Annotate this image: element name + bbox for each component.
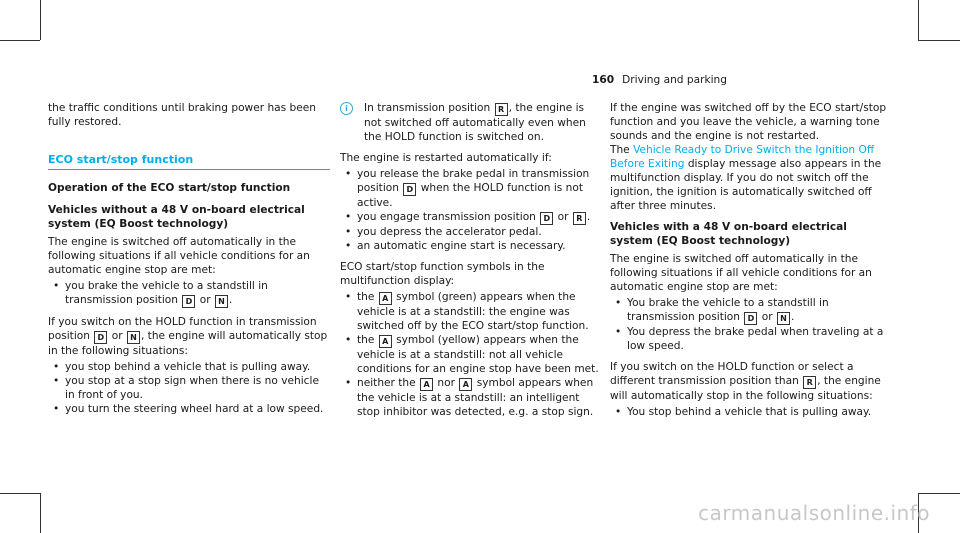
operation-heading: Operation of the ECO start/stop function: [48, 182, 291, 194]
list-item: • you engage transmission position D or R .: [340, 210, 600, 225]
column-left: [48, 101, 330, 423]
list-item: • you release the brake pedal in transmission position D when the HOLD function is not active.: [340, 167, 600, 210]
display-message-link[interactable]: Vehicle Ready to Drive Switch the Ignition Off Before Exiting: [610, 144, 875, 170]
list-item: • an automatic engine start is necessary.: [340, 239, 600, 253]
eco-start-stop-icon: A: [379, 335, 392, 348]
list-item: • You stop behind a vehicle that is pulling away.: [610, 405, 892, 419]
switch-off-text: The engine is switched off automatically in the following situations if all vehicle conditions for an automatic engine stop are met:: [610, 253, 872, 293]
switch-off-list: [48, 279, 330, 308]
vehicles-with-heading: Vehicles with a 48 V on-board electrical system (EQ Boost technology): [610, 221, 847, 247]
info-icon: i: [340, 102, 353, 115]
key-d-icon: D: [403, 183, 416, 196]
symbols-intro: ECO start/stop function symbols in the multifunction display:: [340, 261, 545, 287]
crop-mark: [40, 0, 41, 40]
crop-mark: [918, 493, 960, 494]
key-d-icon: D: [182, 295, 195, 308]
column-right: [610, 101, 892, 426]
list-item: • you brake the vehicle to a standstill in transmission position D or N .: [48, 279, 330, 308]
switch-off-list: [610, 296, 892, 353]
key-d-icon: D: [94, 331, 107, 344]
key-n-icon: N: [777, 312, 790, 325]
vehicles-without-heading: Vehicles without a 48 V on-board electrical system (EQ Boost technology): [48, 204, 305, 230]
watermark-text: carmanualsonline.info: [698, 501, 930, 525]
eco-start-stop-icon: A: [379, 292, 392, 305]
hold-paragraph: If you switch on the HOLD function in transmission position D or N , the engine will automatically stop in the following situations:: [48, 316, 328, 357]
hold-list: [48, 360, 330, 416]
list-item: • You depress the brake pedal when traveling at a low speed.: [610, 325, 892, 353]
list-item: • neither the A nor A symbol appears when the vehicle is at a standstill: an intelligent stop inhibitor was detected, e.g. a stop sign.: [340, 376, 600, 419]
column-middle: [340, 101, 600, 426]
list-item: • the A symbol (green) appears when the vehicle is at a standstill: the engine was switched off by the ECO start/stop function.: [340, 290, 600, 333]
key-n-icon: N: [215, 295, 228, 308]
list-item: • you stop behind a vehicle that is pulling away.: [48, 360, 330, 374]
key-r-icon: R: [803, 376, 816, 389]
list-item: • You brake the vehicle to a standstill in transmission position D or N .: [610, 296, 892, 325]
intro-text: the traffic conditions until braking power has been fully restored.: [48, 102, 317, 128]
eco-start-stop-icon: A: [459, 378, 472, 391]
key-n-icon: N: [127, 331, 140, 344]
crop-mark: [918, 0, 919, 40]
page-number: 160: [592, 74, 615, 86]
list-item: • you turn the steering wheel hard at a low speed.: [48, 402, 330, 416]
symbols-list: [340, 290, 600, 419]
list-item: • you stop at a stop sign when there is no vehicle in front of you.: [48, 374, 330, 402]
list-item: • you depress the accelerator pedal.: [340, 225, 600, 239]
list-item: • the A symbol (yellow) appears when the vehicle is at a standstill: not all vehicle conditions for an engine stop have been met.: [340, 333, 600, 376]
key-r-icon: R: [573, 212, 586, 225]
section-title: ECO start/stop function: [48, 153, 330, 170]
restart-list: [340, 167, 600, 253]
info-note: i In transmission position R , the engine is not switched off automatically even when the HOLD function is switched on.: [340, 101, 600, 144]
hold-paragraph: If you switch on the HOLD function or select a different transmission position than R , the engine will automatically stop in the following situations:: [610, 361, 881, 402]
warning-tone-text: If the engine was switched off by the ECO start/stop function and you leave the vehicle, a warning tone sounds and the engine is not restarted.: [610, 102, 887, 142]
crop-mark: [40, 493, 41, 533]
chapter-title: Driving and parking: [622, 74, 727, 86]
key-d-icon: D: [540, 212, 553, 225]
crop-mark: [918, 40, 960, 41]
crop-mark: [0, 40, 40, 41]
eco-start-stop-icon: A: [420, 378, 433, 391]
restart-intro: The engine is restarted automatically if:: [340, 152, 552, 164]
page-header: [592, 73, 727, 87]
switch-off-text: The engine is switched off automatically in the following situations if all vehicle conditions for an automatic engine stop are met:: [48, 236, 310, 276]
hold-list: [610, 405, 892, 419]
key-d-icon: D: [744, 312, 757, 325]
key-r-icon: R: [495, 103, 508, 116]
crop-mark: [0, 493, 40, 494]
display-message-text: The Vehicle Ready to Drive Switch the Ignition Off Before Exiting display message also appears in the multifunction display. If you do not switch off the ignition, the ignition is automatically switched off after three minutes.: [610, 144, 882, 212]
